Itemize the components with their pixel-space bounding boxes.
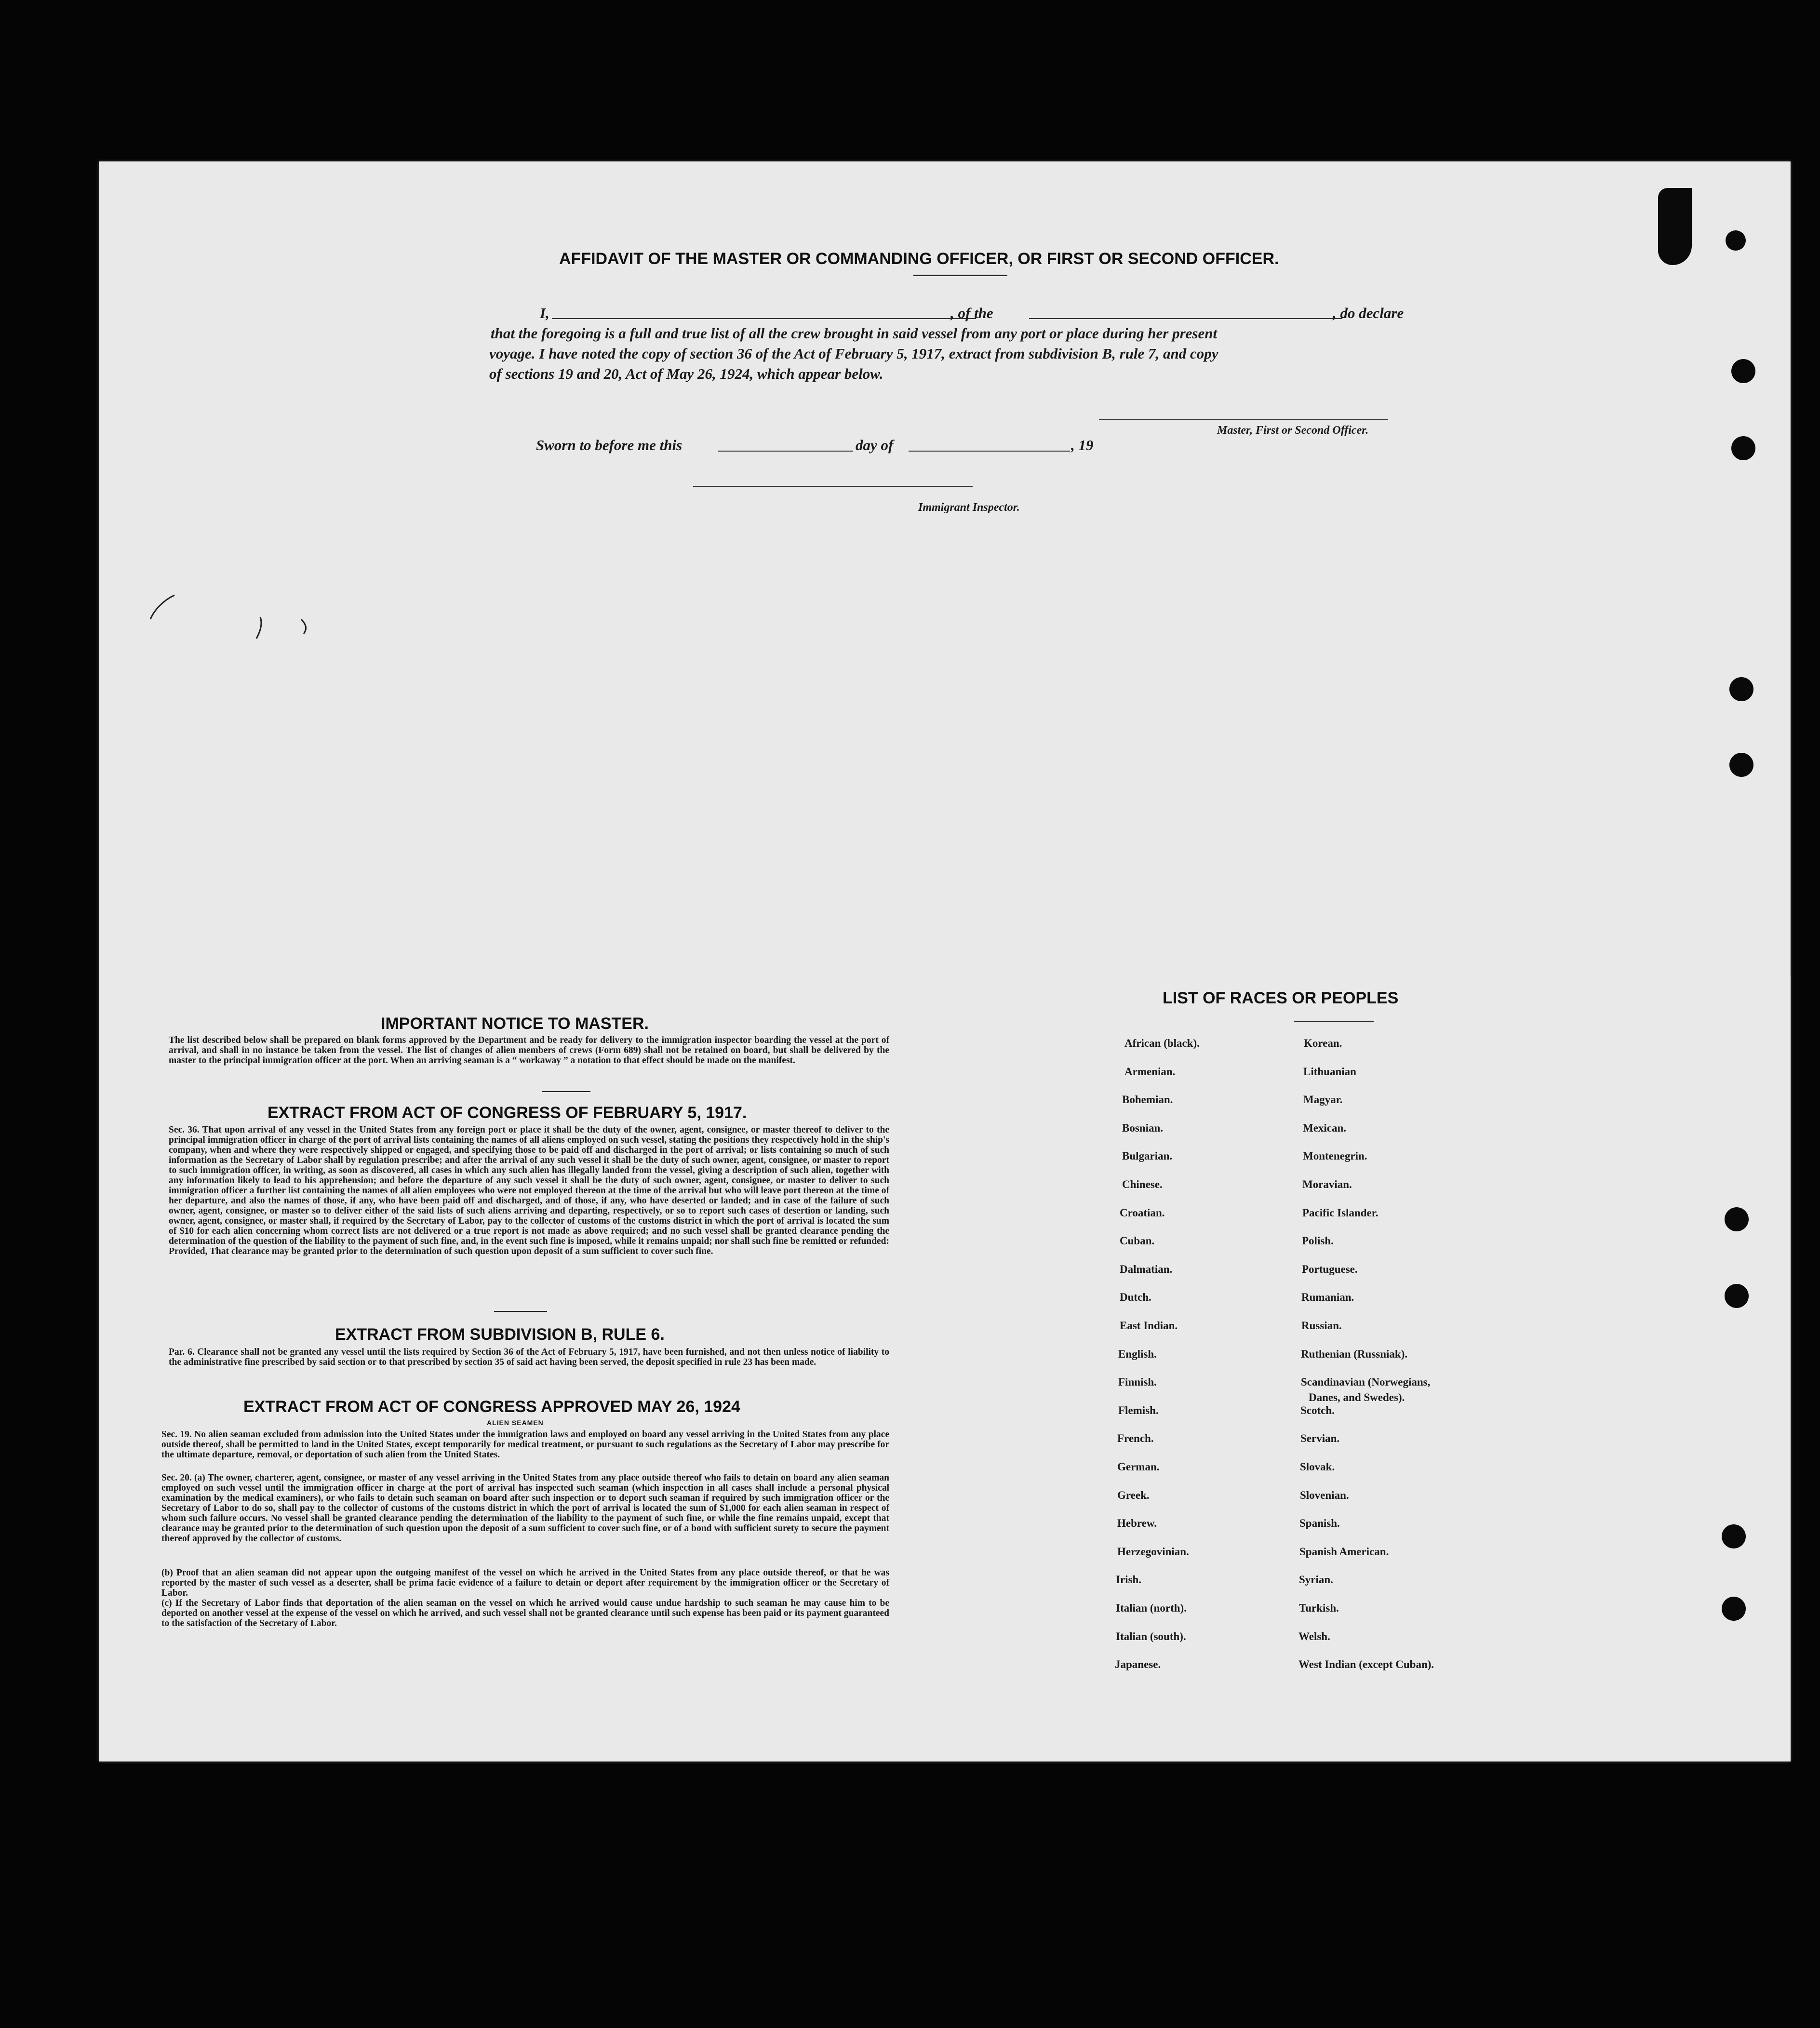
- punch-hole: [1731, 359, 1755, 383]
- race-item: Slovenian.: [1300, 1489, 1349, 1501]
- race-item: Russian.: [1301, 1320, 1342, 1332]
- race-item: Montenegrin.: [1303, 1150, 1367, 1162]
- race-item: Mexican.: [1303, 1122, 1347, 1134]
- race-item: Hebrew.: [1117, 1517, 1157, 1529]
- alien-seamen-subtitle: ALIEN SEAMEN: [487, 1419, 544, 1427]
- race-item: Cuban.: [1120, 1235, 1155, 1247]
- race-item: Servian.: [1300, 1432, 1340, 1444]
- race-item: Chinese.: [1122, 1178, 1163, 1190]
- race-item: Rumanian.: [1301, 1291, 1354, 1303]
- race-item: French.: [1117, 1432, 1154, 1444]
- punch-hole: [1731, 436, 1755, 460]
- race-item: English.: [1118, 1348, 1157, 1360]
- affidavit-of-the-label: , of the: [950, 305, 993, 321]
- sec-20a-text: Sec. 20. (a) The owner, charterer, agent, consignee, or master of any vessel arriving in the United States from any place outside thereof who fails to detain on board any alien seaman employed on such vessel until the immigration officer in charge at the port of arrival has inspected such seaman (which inspection in all cases shall include a personal physical examination by the medical examiners), or who fails to detain such seaman on board after such inspection or to deport such seaman if required by such immigration officer or the Secretary of Labor to do so, shall pay to the collector of customs of the customs district in which the port of arrival is located the sum of $1,000 for each alien seaman in respect of whom such failure occurs. No vessel shall be granted clearance pending the determination of the liability to the payment of such fine, or while the fine remains unpaid, except that clearance may be granted prior to the determination of such question upon the deposit of a sum sufficient to cover such fine, or of a bond with sufficient surety to secure the payment thereof approved by the collector of customs.: [161, 1473, 889, 1544]
- extract-1917-text: Sec. 36. That upon arrival of any vessel in the United States from any foreign port or place it shall be the duty of the owner, agent, consignee, or master thereof to deliver to the principal immigration officer in charge of the port of arrival lists containing the names of all aliens employed on such vessel, stating the positions they respectively hold in the ship's company, when and where they were respectively shipped or engaged, and specifying those to be paid off and discharged in the port of arrival; or lists containing so much of such information as the Secretary of Labor shall by regulation prescribe; and after the arrival of any such vessel it shall be the duty of such owner, agent, consignee, or master to report to such immigration officer, in writing, as soon as discovered, all cases in which any such alien has illegally landed from the vessel, giving a description of such alien, together with any information likely to lead to his apprehension; and before the departure of any such vessel it shall be the duty of such owner, agent, consignee, or master to deliver to such immigration officer a further list containing the names of all alien employees who were not employed thereon at the time of the arrival but who will leave port thereon at the time of her departure, and also the names of those, if any, who have been paid off and discharged, and of those, if any, who have deserted or landed; and in case of the failure of such owner, agent, consignee, or master so to deliver either of the said lists of such aliens arriving and departing, respectively, or so to report such cases of desertion or landing, such owner, agent, consignee, or master shall, if required by the Secretary of Labor, pay to the collector of customs of the customs district in which the port of arrival is located the sum of $10 for each alien concerning whom correct lists are not delivered or a true report is not made as above required; and no such vessel shall be granted clearance pending the determination of the question of the liability to the payment of such fine, and, in the event such fine is imposed, while it remains unpaid; nor shall such fine be remitted or refunded: Provided, That clearance may be granted prior to the determination of such question upon deposit of a sum sufficient to cover such fine.: [169, 1125, 889, 1256]
- race-item: Syrian.: [1299, 1574, 1333, 1586]
- race-item: Polish.: [1302, 1235, 1334, 1247]
- race-item: Finnish.: [1118, 1376, 1157, 1388]
- sec-19-text: Sec. 19. No alien seaman excluded from admission into the United States under the immigration laws and employed on board any vessel arriving in the United States from any place outside thereof, shall be permitted to land in the United States, except temporarily for medical treatment, or pursuant to such regulations as the Secretary of Labor may prescribe for the ultimate departure, removal, or deportation of such alien from the United States.: [161, 1429, 889, 1460]
- race-item: Scandinavian (Norwegians,: [1301, 1376, 1431, 1388]
- sworn-day-line: [718, 451, 853, 452]
- race-item: Moravian.: [1302, 1178, 1352, 1190]
- race-item: German.: [1117, 1461, 1160, 1473]
- inspector-signature-line: [693, 486, 973, 487]
- extract-1917-rule: [494, 1311, 547, 1312]
- race-item: Italian (south).: [1116, 1630, 1186, 1642]
- race-item: Welsh.: [1298, 1630, 1330, 1642]
- punch-hole: [1729, 753, 1753, 777]
- race-item: Scotch.: [1300, 1404, 1335, 1416]
- race-scandinavian-cont: Danes, and Swedes).: [1309, 1391, 1405, 1403]
- punch-hole: [1722, 1597, 1746, 1621]
- race-item: East Indian.: [1120, 1320, 1178, 1332]
- sec-20b-text: (b) Proof that an alien seaman did not appear upon the outgoing manifest of the vessel on which he arrived in the United States from any place outside thereof, or that he was reported by the master of such vessel as a deserter, shall be prima facie evidence of a failure to detain or deport after requirement by the immigration officer or the Secretary of Labor.: [161, 1568, 889, 1598]
- torn-corner: [1658, 188, 1692, 265]
- punch-hole: [1726, 230, 1746, 251]
- sec-20c-text: (c) If the Secretary of Labor finds that deportation of the alien seaman on the vessel on which he arrived would cause undue hardship to such seaman he may cause him to be deported on another vessel at the expense of the vessel on which he arrived, and such vessel shall not be granted clearance until such expense has been paid or its payment guaranteed to the satisfaction of the Secretary of Labor.: [161, 1598, 889, 1628]
- extract-1924-title: EXTRACT FROM ACT OF CONGRESS APPROVED MAY 26, 1924: [243, 1398, 740, 1416]
- master-signature-label: Master, First or Second Officer.: [1217, 424, 1369, 437]
- race-item: Irish.: [1116, 1574, 1142, 1586]
- affidavit-line-4: of sections 19 and 20, Act of May 26, 1924, which appear below.: [489, 365, 883, 382]
- vessel-blank-line: [1029, 318, 1342, 319]
- sworn-label: Sworn to before me this: [536, 437, 682, 454]
- race-item: African (black).: [1124, 1037, 1200, 1049]
- race-item: Bohemian.: [1122, 1094, 1173, 1106]
- race-item: Bosnian.: [1122, 1122, 1164, 1134]
- notice-text: The list described below shall be prepared on blank forms approved by the Department and be ready for delivery to the immigration inspector boarding the vessel at the port of arrival, and shall in no instance be taken from the vessel. The list of changes of alien members of crews (Form 689) shall not be retained on board, but shall be delivered by the master to the principal immigration officer at the port. When an arriving seaman is a “ workaway ” a notation to that effect should be made on the manifest.: [169, 1035, 889, 1066]
- rule-6-title: EXTRACT FROM SUBDIVISION B, RULE 6.: [335, 1325, 665, 1344]
- race-item: Italian (north).: [1116, 1602, 1187, 1614]
- race-item: Bulgarian.: [1122, 1150, 1173, 1162]
- day-of-label: day of: [856, 437, 894, 454]
- pen-mark: [145, 590, 328, 648]
- race-item: Lithuanian: [1303, 1066, 1356, 1078]
- race-item: Pacific Islander.: [1302, 1207, 1378, 1219]
- affidavit-line-2: that the foregoing is a full and true list of all the crew brought in said vessel from any port or place during her present: [491, 325, 1218, 342]
- race-item: Dalmatian.: [1120, 1263, 1173, 1275]
- notice-rule: [542, 1091, 590, 1092]
- race-item: Dutch.: [1120, 1291, 1151, 1303]
- race-item: Slovak.: [1300, 1461, 1335, 1473]
- notice-title: IMPORTANT NOTICE TO MASTER.: [381, 1014, 649, 1033]
- race-item: Flemish.: [1118, 1404, 1159, 1416]
- year-label: , 19: [1071, 437, 1094, 454]
- punch-hole: [1722, 1524, 1746, 1548]
- race-item: Japanese.: [1115, 1658, 1161, 1670]
- race-item: Turkish.: [1299, 1602, 1339, 1614]
- race-item: Ruthenian (Russniak).: [1301, 1348, 1408, 1360]
- race-item: Armenian.: [1124, 1066, 1176, 1078]
- extract-1917-title: EXTRACT FROM ACT OF CONGRESS OF FEBRUARY 5, 1917.: [268, 1104, 747, 1122]
- punch-hole: [1729, 677, 1753, 701]
- name-blank-line: [552, 318, 976, 319]
- affidavit-line-3: voyage. I have noted the copy of section 36 of the Act of February 5, 1917, extract from subdivision B, rule 7, and copy: [489, 345, 1218, 362]
- punch-hole: [1725, 1284, 1749, 1308]
- rule-6-text: Par. 6. Clearance shall not be granted any vessel until the lists required by Section 36 of the Act of February 5, 1917, have been furnished, and not then unless notice of liability to the administrative fine prescribed by said section or to that prescribed by section 35 of said act having been served, the deposit specified in rule 23 has been made.: [169, 1347, 889, 1367]
- affidavit-title: AFFIDAVIT OF THE MASTER OR COMMANDING OFFICER, OR FIRST OR SECOND OFFICER.: [559, 250, 1279, 268]
- master-signature-line: [1099, 419, 1388, 420]
- race-item: Spanish American.: [1299, 1546, 1389, 1558]
- punch-hole: [1725, 1207, 1749, 1231]
- affidavit-do-declare-label: , do declare: [1333, 305, 1404, 321]
- page-fold: [130, 161, 1791, 976]
- sworn-month-line: [909, 451, 1070, 452]
- races-title: LIST OF RACES OR PEOPLES: [1163, 989, 1399, 1007]
- race-item: West Indian (except Cuban).: [1298, 1658, 1434, 1670]
- inspector-label: Immigrant Inspector.: [918, 501, 1020, 514]
- race-item: Herzegovinian.: [1117, 1546, 1189, 1558]
- race-item: Croatian.: [1120, 1207, 1165, 1219]
- title-rule: [913, 275, 1007, 276]
- race-item: Greek.: [1117, 1489, 1150, 1501]
- race-item: Magyar.: [1303, 1094, 1343, 1106]
- race-item: Korean.: [1304, 1037, 1342, 1049]
- race-item: Spanish.: [1299, 1517, 1340, 1529]
- races-rule: [1294, 1021, 1374, 1022]
- affidavit-i-label: I,: [540, 305, 549, 321]
- race-item: Portuguese.: [1302, 1263, 1358, 1275]
